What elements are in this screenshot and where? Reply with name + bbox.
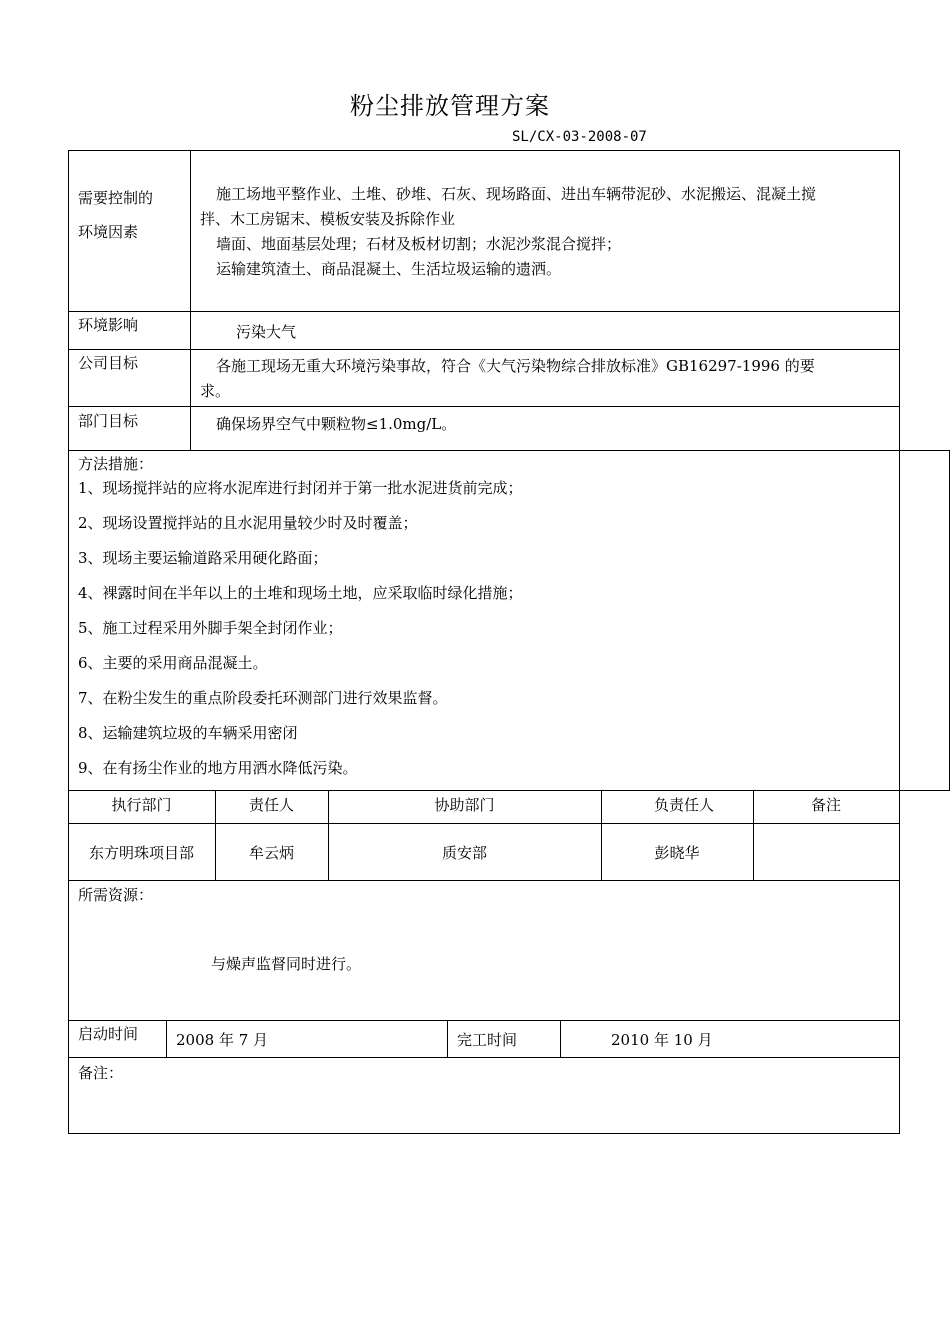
resp-header-assist-dept: 协助部门 [434,796,495,814]
timing-divider-1 [166,1020,167,1057]
env-factors-line4: 运输建筑渣土、商品混凝土、生活垃圾运输的遗洒。 [216,260,562,278]
start-time-label: 启动时间 [78,1025,139,1043]
measure-item: 5、施工过程采用外脚手架全封闭作业； [78,619,343,637]
dept-goal-label: 部门目标 [78,412,139,430]
resp-header-responsible: 负责任人 [653,796,714,814]
table-border-right [899,150,900,1134]
env-impact-label: 环境影响 [78,316,139,334]
resp-value-responsible: 彭晓华 [654,844,700,862]
resp-value-owner: 牟云炳 [248,844,294,862]
env-factors-line3: 墙面、地面基层处理；石材及板材切割；水泥沙浆混合搅拌； [216,235,622,253]
measure-item: 7、在粉尘发生的重点阶段委托环测部门进行效果监督。 [78,689,448,707]
rule-after-measures [68,790,950,791]
resp-header-notes: 备注 [810,796,841,814]
env-factors-label-line2: 环境因素 [78,223,139,241]
rule-after-headers [68,823,900,824]
end-time-value: 2010 年 10 月 [611,1031,713,1049]
rule-top [68,150,900,151]
resp-divider-3 [601,790,602,880]
rule-after-resources [68,1020,900,1021]
resp-value-assist-dept: 质安部 [441,844,487,862]
measure-item: 1、现场搅拌站的应将水泥库进行封闭并于第一批水泥进货前完成； [78,479,523,497]
measure-item: 4、裸露时间在半年以上的土堆和现场土地，应采取临时绿化措施； [78,584,523,602]
table-border-left [68,150,69,1134]
rule-bottom [68,1133,900,1134]
company-goal-label: 公司目标 [78,354,139,372]
env-factors-label-line1: 需要控制的 [78,189,154,207]
timing-divider-3 [560,1020,561,1057]
measure-item: 2、现场设置搅拌站的且水泥用量较少时及时覆盖； [78,514,418,532]
resources-value: 与燥声监督同时进行。 [211,955,362,973]
resources-label: 所需资源： [78,886,154,904]
rule-after-values [68,880,900,881]
env-factors-line1: 施工场地平整作业、土堆、砂堆、石灰、现场路面、进出车辆带泥砂、水泥搬运、混凝土搅 [216,185,817,203]
end-time-label: 完工时间 [457,1031,518,1049]
rule-after-dept [68,450,950,451]
document-title: 粉尘排放管理方案 [350,92,550,120]
resp-header-owner: 责任人 [248,796,294,814]
measure-item: 9、在有扬尘作业的地方用洒水降低污染。 [78,759,358,777]
company-goal-line2: 求。 [200,382,231,400]
measure-item: 8、运输建筑垃圾的车辆采用密闭 [78,724,298,742]
timing-divider-2 [447,1020,448,1057]
env-factors-line2: 拌、木工房锯末、模板安装及拆除作业 [200,210,456,228]
document-number: SL/CX-03-2008-07 [512,129,647,145]
rule-after-company [68,406,900,407]
measure-item: 3、现场主要运输道路采用硬化路面； [78,549,328,567]
label-column-divider [190,150,191,450]
rule-after-factors [68,311,900,312]
company-goal-line1: 各施工现场无重大环境污染事故，符合《大气污染物综合排放标准》GB16297-1996 的要 [216,357,815,375]
resp-value-exec-dept: 东方明珠项目部 [88,844,194,862]
env-impact-value: 污染大气 [236,323,297,341]
remarks-label: 备注： [78,1064,124,1082]
rule-after-impact [68,349,900,350]
measures-heading: 方法措施： [78,455,154,473]
start-time-value: 2008 年 7 月 [176,1031,269,1049]
resp-header-exec-dept: 执行部门 [111,796,172,814]
measure-item: 6、主要的采用商品混凝土。 [78,654,268,672]
rule-after-timing [68,1057,900,1058]
dept-goal-value: 确保场界空气中颗粒物≤1.0mg/L。 [216,415,457,433]
